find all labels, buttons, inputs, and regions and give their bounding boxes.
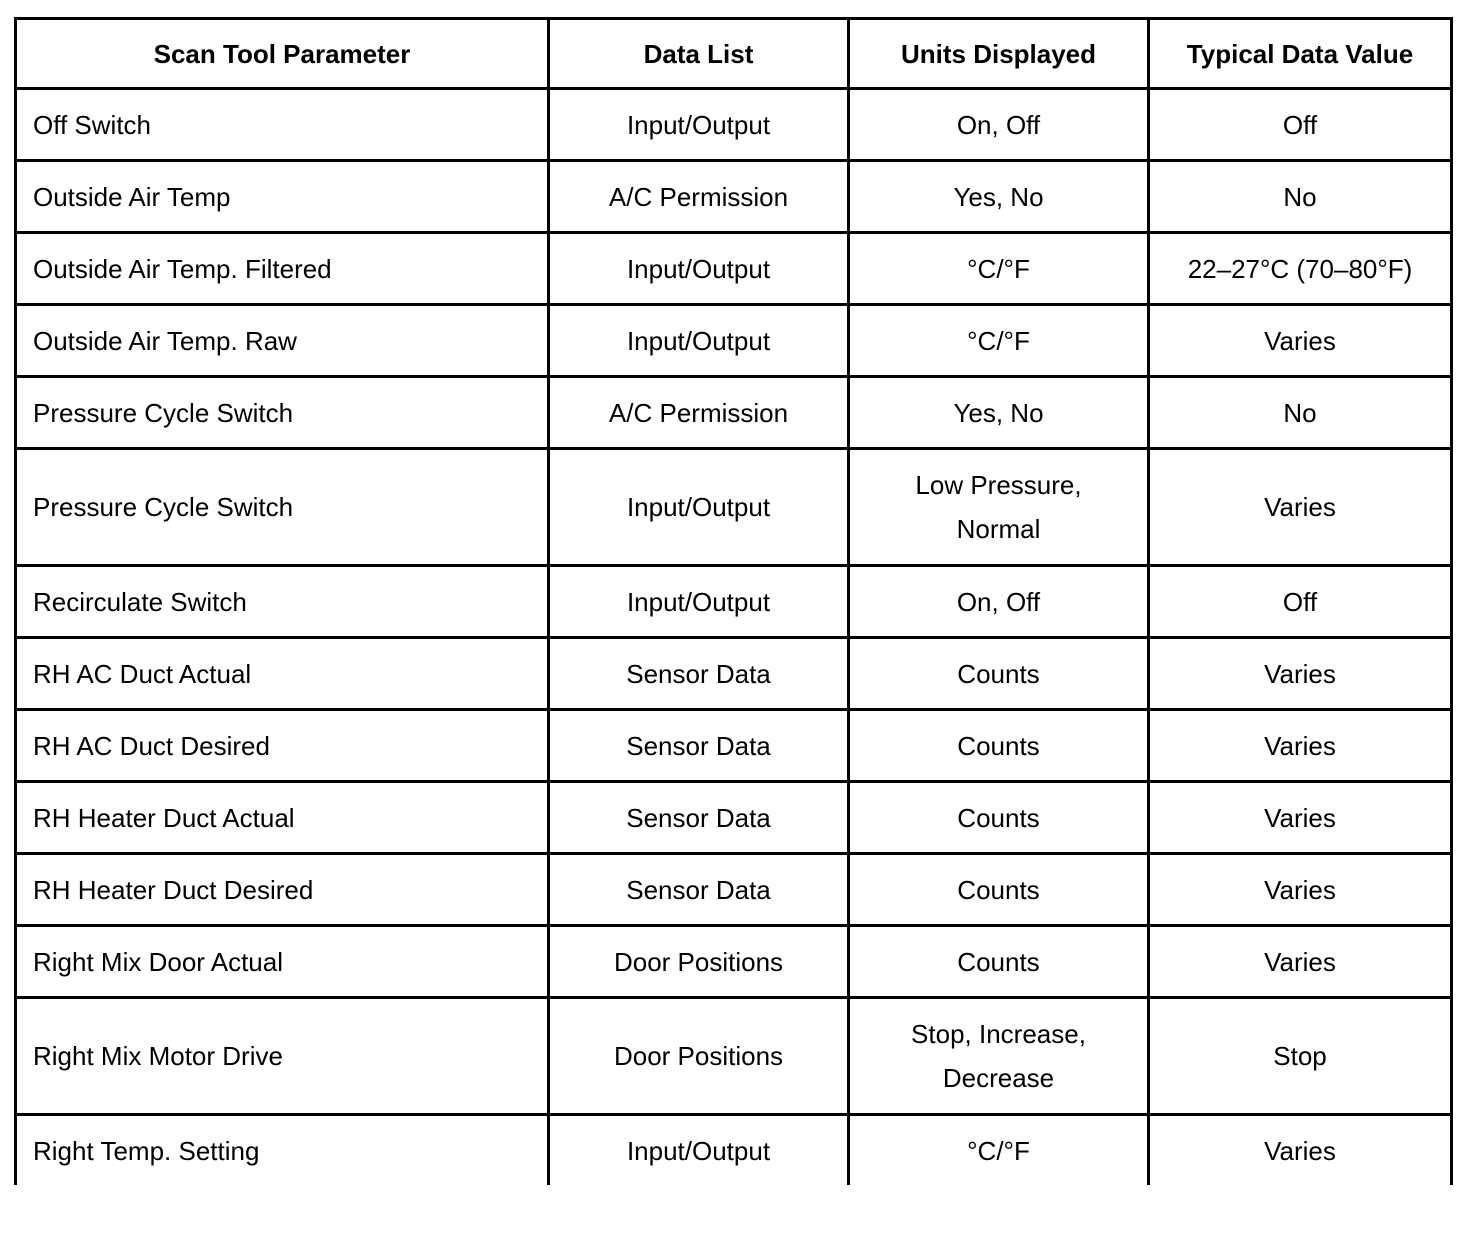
cell-parameter: Outside Air Temp. Filtered bbox=[16, 233, 549, 305]
table-row bbox=[16, 161, 1452, 233]
cell-typical-value: Varies bbox=[1149, 449, 1452, 566]
cell-data-list: Input/Output bbox=[549, 305, 849, 377]
table-row bbox=[16, 926, 1452, 998]
table-row bbox=[16, 305, 1452, 377]
cell-typical-value: No bbox=[1149, 161, 1452, 233]
cell-data-list: Input/Output bbox=[549, 89, 849, 161]
scan-tool-data-table bbox=[14, 17, 1453, 1185]
cell-typical-value: Varies bbox=[1149, 638, 1452, 710]
cell-parameter: Pressure Cycle Switch bbox=[16, 377, 549, 449]
cell-parameter: Recirculate Switch bbox=[16, 566, 549, 638]
cell-typical-value: 22–27°C (70–80°F) bbox=[1149, 233, 1452, 305]
cell-units: Counts bbox=[849, 638, 1149, 710]
cell-parameter: RH AC Duct Actual bbox=[16, 638, 549, 710]
table-row bbox=[16, 566, 1452, 638]
cell-parameter: Outside Air Temp. Raw bbox=[16, 305, 549, 377]
cell-data-list: Sensor Data bbox=[549, 782, 849, 854]
header-row bbox=[16, 19, 1452, 89]
table-row bbox=[16, 710, 1452, 782]
cell-units: Counts bbox=[849, 926, 1149, 998]
cell-typical-value: Varies bbox=[1149, 1115, 1452, 1186]
cell-typical-value: Off bbox=[1149, 89, 1452, 161]
cell-units: On, Off bbox=[849, 566, 1149, 638]
table-row bbox=[16, 638, 1452, 710]
cell-parameter: RH AC Duct Desired bbox=[16, 710, 549, 782]
cell-typical-value: Varies bbox=[1149, 782, 1452, 854]
cell-units: °C/°F bbox=[849, 1115, 1149, 1186]
table-row bbox=[16, 449, 1452, 566]
cell-data-list: Door Positions bbox=[549, 998, 849, 1115]
cell-data-list: Door Positions bbox=[549, 926, 849, 998]
cell-data-list: Input/Output bbox=[549, 233, 849, 305]
cell-units: Yes, No bbox=[849, 377, 1149, 449]
cell-data-list: A/C Permission bbox=[549, 161, 849, 233]
cell-parameter: Right Mix Motor Drive bbox=[16, 998, 549, 1115]
cell-typical-value: No bbox=[1149, 377, 1452, 449]
table-row bbox=[16, 89, 1452, 161]
cell-units: Counts bbox=[849, 710, 1149, 782]
cell-units: Stop, Increase, Decrease bbox=[849, 998, 1149, 1115]
table-row bbox=[16, 1115, 1452, 1186]
cell-parameter: Right Temp. Setting bbox=[16, 1115, 549, 1186]
header-scan-tool-parameter: Scan Tool Parameter bbox=[16, 19, 549, 89]
cell-data-list: A/C Permission bbox=[549, 377, 849, 449]
cell-data-list: Sensor Data bbox=[549, 710, 849, 782]
cell-data-list: Input/Output bbox=[549, 449, 849, 566]
table-row bbox=[16, 377, 1452, 449]
table-row bbox=[16, 854, 1452, 926]
cell-typical-value: Varies bbox=[1149, 926, 1452, 998]
cell-parameter: RH Heater Duct Desired bbox=[16, 854, 549, 926]
table-row bbox=[16, 233, 1452, 305]
table-row bbox=[16, 782, 1452, 854]
header-units-displayed: Units Displayed bbox=[849, 19, 1149, 89]
cell-units: Yes, No bbox=[849, 161, 1149, 233]
cell-parameter: Off Switch bbox=[16, 89, 549, 161]
cell-parameter: Outside Air Temp bbox=[16, 161, 549, 233]
cell-units: °C/°F bbox=[849, 305, 1149, 377]
header-typical-data-value: Typical Data Value bbox=[1149, 19, 1452, 89]
cell-units: Low Pressure, Normal bbox=[849, 449, 1149, 566]
cell-typical-value: Varies bbox=[1149, 854, 1452, 926]
cell-data-list: Sensor Data bbox=[549, 638, 849, 710]
cell-parameter: Right Mix Door Actual bbox=[16, 926, 549, 998]
cell-units: Counts bbox=[849, 782, 1149, 854]
cell-parameter: Pressure Cycle Switch bbox=[16, 449, 549, 566]
cell-units: Counts bbox=[849, 854, 1149, 926]
cell-data-list: Input/Output bbox=[549, 1115, 849, 1186]
header-data-list: Data List bbox=[549, 19, 849, 89]
cell-parameter: RH Heater Duct Actual bbox=[16, 782, 549, 854]
cell-data-list: Sensor Data bbox=[549, 854, 849, 926]
cell-units: On, Off bbox=[849, 89, 1149, 161]
cell-typical-value: Varies bbox=[1149, 710, 1452, 782]
cell-typical-value: Stop bbox=[1149, 998, 1452, 1115]
cell-data-list: Input/Output bbox=[549, 566, 849, 638]
cell-typical-value: Varies bbox=[1149, 305, 1452, 377]
table-row bbox=[16, 998, 1452, 1115]
cell-units: °C/°F bbox=[849, 233, 1149, 305]
cell-typical-value: Off bbox=[1149, 566, 1452, 638]
